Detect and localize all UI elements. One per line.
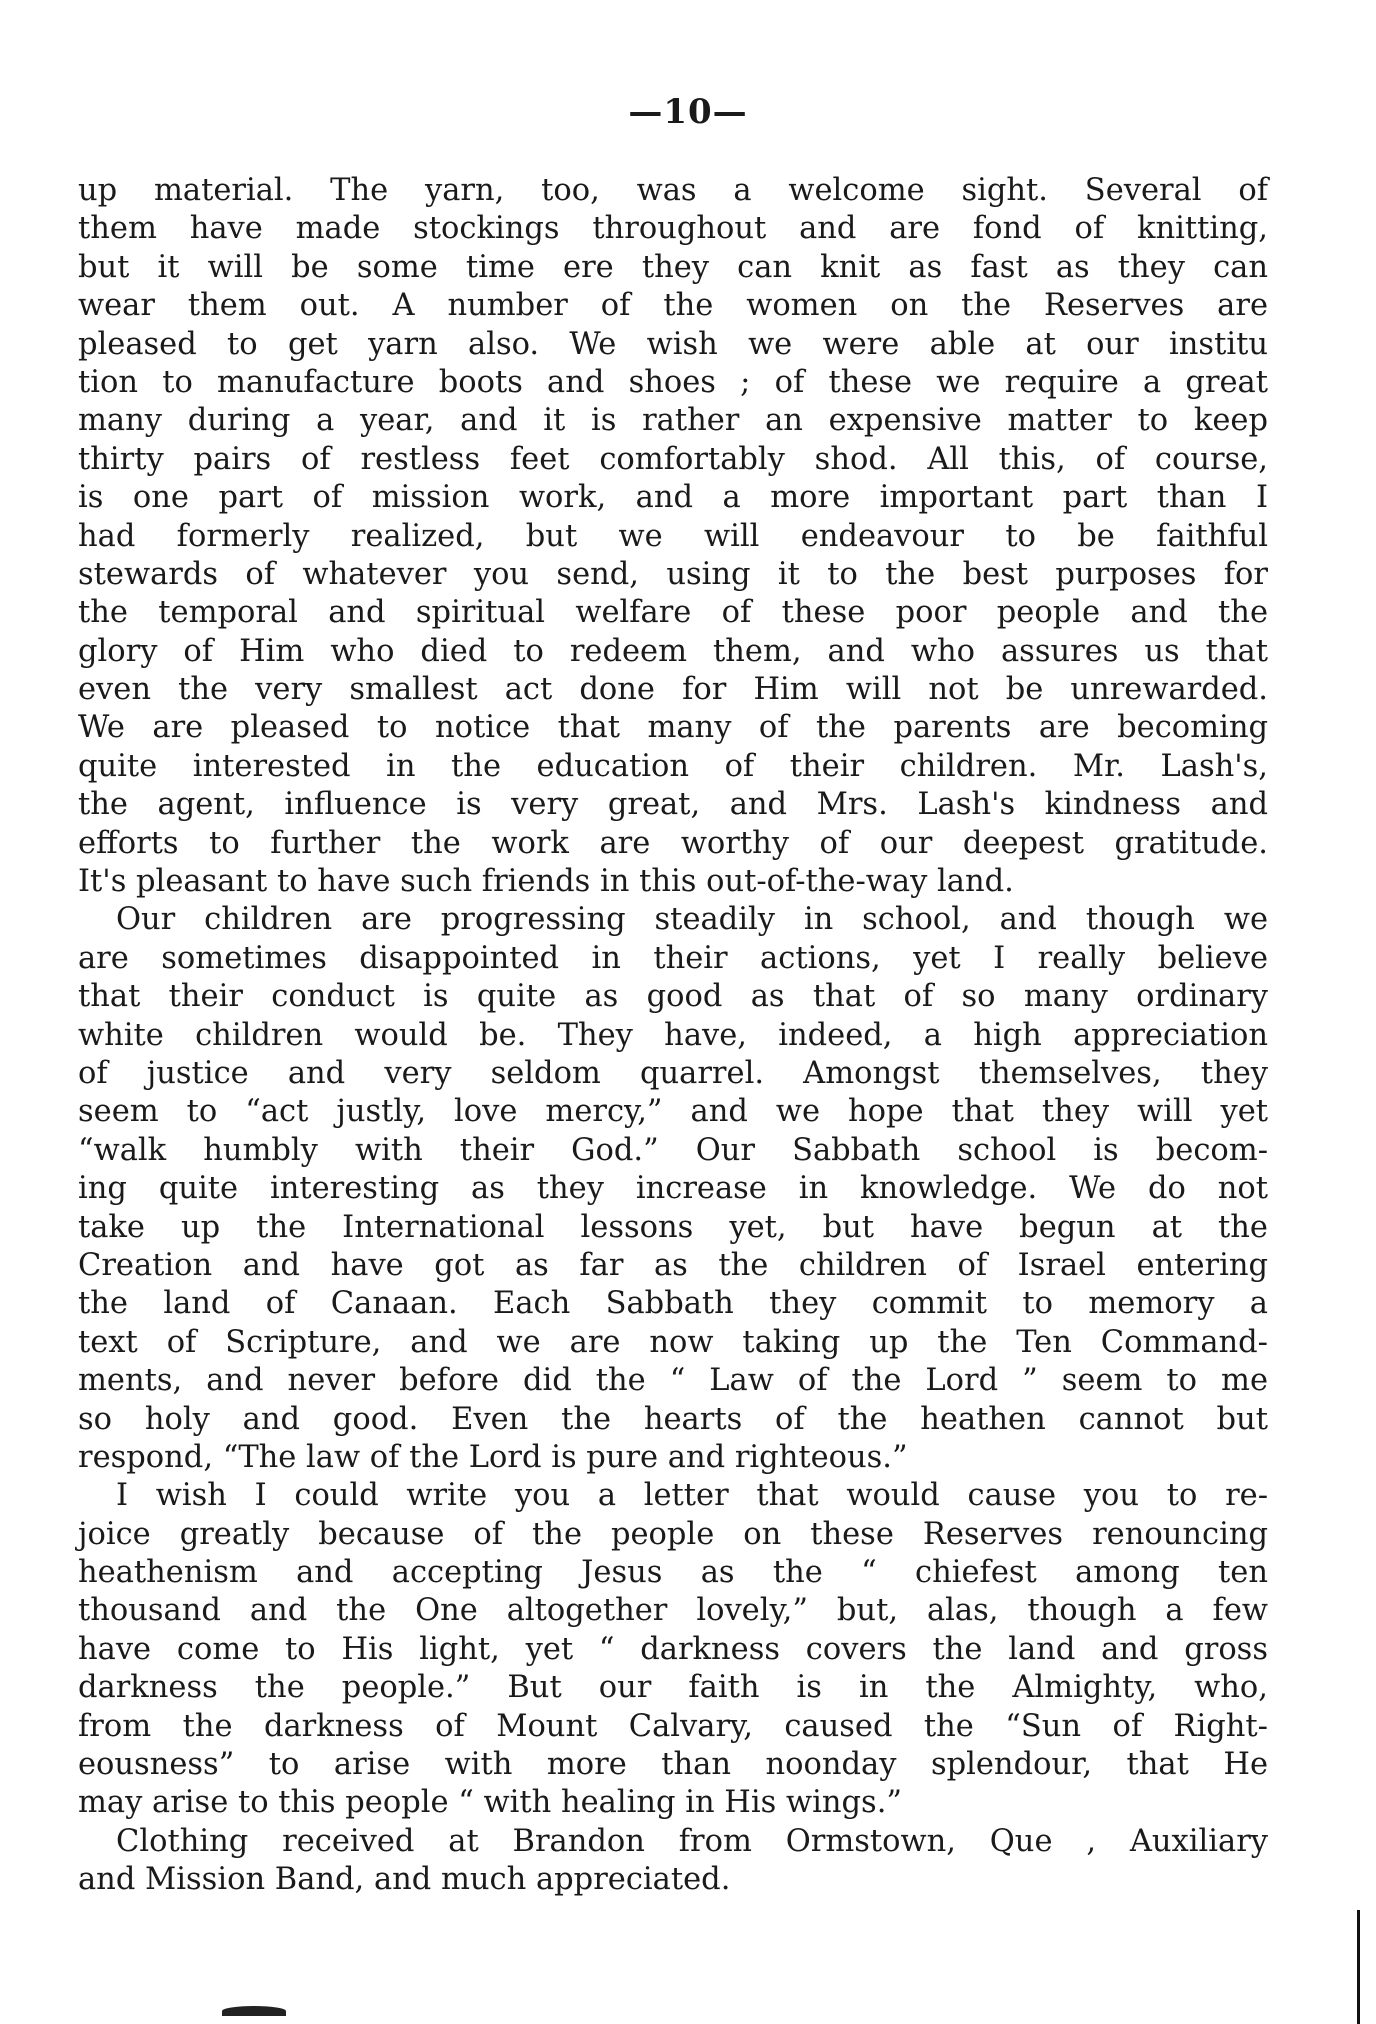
text-line: thousand and the One altogether lovely,” but, alas, though a few [78,1593,1268,1629]
text-line: but it will be some time ere they can knit as fast as they can [78,249,1268,285]
text-line: that their conduct is quite as good as that of so many ordinary [78,979,1268,1015]
text-line: had formerly realized, but we will endeavour to be faithful [78,518,1268,554]
text-line: quite interested in the education of their children. Mr. Lash's, [78,748,1268,784]
text-line: of justice and very seldom quarrel. Amongst themselves, they [78,1055,1268,1091]
text-line: so holy and good. Even the hearts of the heathen cannot but [78,1401,1268,1437]
body-text [78,172,1268,1900]
text-line: up material. The yarn, too, was a welcome sight. Several of [78,173,1268,208]
text-line: ments, and never before did the “ Law of the Lord ” seem to me [78,1363,1268,1399]
margin-scan-mark [1357,1910,1360,2024]
text-line: stewards of whatever you send, using it to the best purposes for [78,556,1268,592]
text-line: joice greatly because of the people on these Reserves renouncing [78,1516,1268,1552]
text-line: glory of Him who died to redeem them, and who assures us that [78,633,1268,669]
text-line: seem to “act justly, love mercy,” and we hope that they will yet [78,1094,1268,1130]
text-line: them have made stockings throughout and are fond of knitting, [78,211,1268,247]
text-line: from the darkness of Mount Calvary, caused the “Sun of Right- [78,1708,1268,1744]
text-line: the land of Canaan. Each Sabbath they commit to memory a [78,1286,1268,1322]
text-line: have come to His light, yet “ darkness covers the land and gross [78,1631,1268,1667]
text-line: We are pleased to notice that many of the parents are becoming [78,710,1268,746]
page-number: —10— [628,92,748,132]
text-line: tion to manufacture boots and shoes ; of these we require a great [78,364,1268,400]
text-line: Our children are progressing steadily in school, and though we [116,902,1268,938]
text-line: It's pleasant to have such friends in this out-of-the-way land. [78,864,1014,900]
text-line: respond, “The law of the Lord is pure and righteous.” [78,1439,908,1475]
text-line: heathenism and accepting Jesus as the “ chiefest among ten [78,1555,1268,1591]
text-line: thirty pairs of restless feet comfortably shod. All this, of course, [78,441,1268,477]
text-line: efforts to further the work are worthy of our deepest gratitude. [78,825,1268,861]
text-line: wear them out. A number of the women on the Reserves are [78,288,1268,324]
text-line: the temporal and spiritual welfare of these poor people and the [78,595,1268,631]
text-line: many during a year, and it is rather an expensive matter to keep [78,403,1268,439]
text-line: ing quite interesting as they increase in knowledge. We do not [78,1171,1268,1207]
text-line: pleased to get yarn also. We wish we were able at our institu [78,326,1268,362]
text-line: eousness” to arise with more than noonday splendour, that He [78,1747,1268,1783]
text-line: the agent, influence is very great, and Mrs. Lash's kindness and [78,787,1268,823]
text-line: and Mission Band, and much appreciated. [78,1862,731,1898]
text-line: Creation and have got as far as the children of Israel entering [78,1247,1268,1283]
text-line: white children would be. They have, indeed, a high appreciation [78,1017,1268,1053]
text-line: take up the International lessons yet, but have begun at the [78,1209,1268,1245]
bottom-scan-smudge [222,2006,286,2016]
text-line: even the very smallest act done for Him will not be unrewarded. [78,672,1268,708]
text-line: I wish I could write you a letter that would cause you to re- [116,1478,1268,1514]
text-line: text of Scripture, and we are now taking up the Ten Command- [78,1324,1268,1360]
text-line: are sometimes disappointed in their actions, yet I really believe [78,940,1268,976]
text-line: may arise to this people “ with healing in His wings.” [78,1785,902,1821]
text-line: is one part of mission work, and a more important part than I [78,480,1268,516]
text-line: “walk humbly with their God.” Our Sabbath school is becom- [78,1132,1268,1168]
text-line: darkness the people.” But our faith is in the Almighty, who, [78,1670,1268,1706]
text-line: Clothing received at Brandon from Ormstown, Que , Auxiliary [116,1823,1268,1859]
